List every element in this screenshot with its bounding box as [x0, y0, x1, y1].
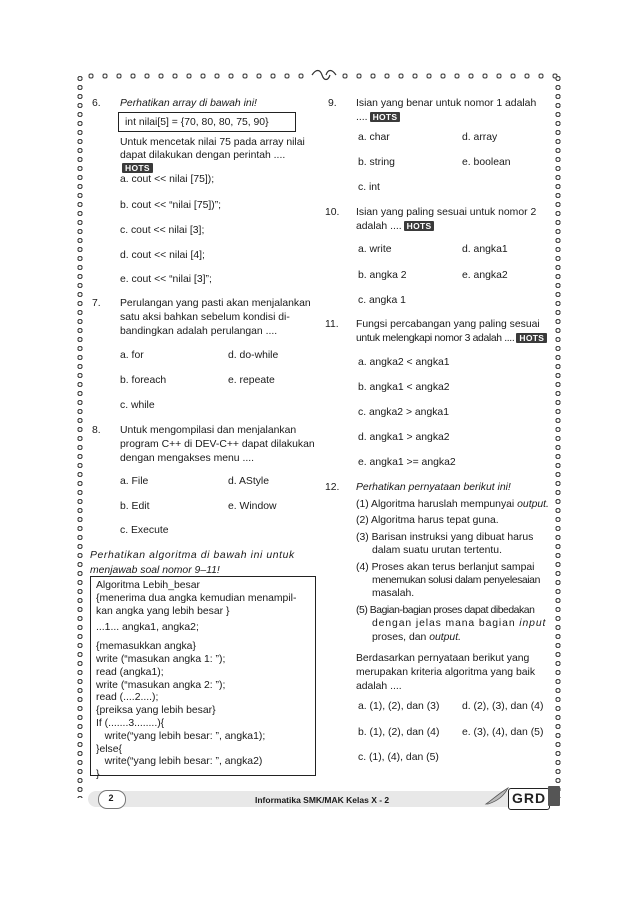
q9-option-a[interactable]: a. char — [358, 132, 390, 143]
q11-number: 11. — [325, 319, 339, 330]
algo-intro-line: menjawab soal nomor 9–11! — [90, 565, 220, 576]
algo-line: write(“yang lebih besar: ”, angka1); — [96, 730, 266, 742]
q10-line: adalah .... — [356, 221, 402, 232]
q12-statement-5-cont: dengan jelas mana bagian — [372, 618, 520, 630]
q12-statement-5-cont: proses, dan — [372, 631, 430, 643]
q8-line: Untuk mengompilasi dan menjalankan — [120, 425, 297, 436]
page-number: 2 — [108, 793, 114, 803]
algo-line: ...1... angka1, angka2; — [96, 622, 199, 634]
q6-prompt: Perhatikan array di bawah ini! — [120, 98, 257, 109]
q8-option-a[interactable]: a. File — [120, 476, 149, 487]
q6-option-e[interactable]: e. cout << “nilai [3]”; — [120, 274, 212, 285]
q8-option-e[interactable]: e. Window — [228, 501, 277, 512]
q7-text — [120, 297, 316, 339]
q9-line: .... — [356, 112, 368, 123]
q6-code: int nilai[5] = {70, 80, 80, 75, 90} — [125, 117, 269, 128]
q9-number: 9. — [328, 98, 337, 109]
algo-line: {memasukkan angka} — [96, 641, 196, 653]
q6-text-line: Untuk mencetak nilai 75 pada array nilai — [120, 137, 305, 148]
q12-statement-3-cont: dalam suatu urutan tertentu. — [372, 545, 502, 557]
q12-statement-1: (1) Algoritma haruslah mempunyai — [356, 499, 518, 510]
q11-option-e[interactable]: e. angka1 >= angka2 — [358, 457, 456, 468]
q6-number: 6. — [92, 98, 101, 109]
q12-option-b[interactable]: b. (1), (2), dan (4) — [358, 727, 440, 738]
q6-text — [120, 136, 316, 175]
q8-text — [120, 424, 316, 466]
algo-line: write (“masukan angka 1: ”); — [96, 653, 226, 665]
q12-option-e[interactable]: e. (3), (4), dan (5) — [462, 727, 544, 738]
q12-question-line: merupakan kriteria algoritma yang baik — [356, 667, 536, 678]
q7-option-e[interactable]: e. repeate — [228, 375, 275, 386]
q6-text-line: dapat dilakukan dengan perintah .... — [120, 150, 286, 161]
algo-line: write (“masukan angka 2: ”); — [96, 679, 226, 691]
q11-option-c[interactable]: c. angka2 > angka1 — [358, 407, 449, 418]
q12-statements — [356, 498, 556, 644]
algo-line: }else{ — [96, 743, 123, 755]
q12-option-d[interactable]: d. (2), (3), dan (4) — [462, 701, 544, 712]
q7-option-b[interactable]: b. foreach — [120, 375, 167, 386]
q9-text — [356, 97, 552, 125]
q12-question — [356, 652, 556, 694]
algo-line: write(“yang lebih besar: ”, angka2) — [96, 756, 263, 768]
footer-title: Informatika SMK/MAK Kelas X - 2 — [255, 795, 390, 805]
q12-statement-1-italic: output. — [517, 499, 549, 510]
q11-line: untuk melengkapi nomor 3 adalah .... — [356, 333, 515, 344]
q10-option-e[interactable]: e. angka2 — [462, 270, 508, 281]
top-border — [84, 72, 310, 80]
q8-line: dengan mengakses menu .... — [120, 453, 255, 464]
q8-option-b[interactable]: b. Edit — [120, 501, 150, 512]
q12-statement-4: (4) Proses akan terus berlanjut sampai — [356, 561, 535, 573]
q11-option-a[interactable]: a. angka2 < angka1 — [358, 357, 450, 368]
publisher-logo-text: GRD — [512, 790, 547, 806]
q8-option-d[interactable]: d. AStyle — [228, 476, 270, 487]
q10-option-c[interactable]: c. angka 1 — [358, 295, 406, 306]
q9-option-c[interactable]: c. int — [358, 182, 380, 193]
q12-question-line: Berdasarkan pernyataan berikut yang — [356, 653, 530, 664]
algorithm-code — [96, 580, 314, 782]
q6-option-a[interactable]: a. cout << nilai [75]); — [120, 174, 215, 185]
q7-number: 7. — [92, 298, 101, 309]
algo-line: Algoritma Lebih_besar — [96, 580, 200, 591]
q10-number: 10. — [325, 207, 340, 218]
top-border-right — [338, 72, 560, 80]
hots-badge: HOTS — [404, 221, 435, 231]
q12-prompt: Perhatikan pernyataan berikut ini! — [356, 482, 511, 493]
q8-line: program C++ di DEV-C++ dapat dilakukan — [120, 439, 315, 450]
q8-number: 8. — [92, 425, 101, 436]
q11-line: Fungsi percabangan yang paling sesuai — [356, 319, 540, 330]
ornament-icon — [310, 68, 338, 82]
q8-option-c[interactable]: c. Execute — [120, 525, 169, 536]
algo-line: } — [96, 769, 100, 781]
q10-text — [356, 206, 552, 234]
algo-line: {preiksa yang lebih besar} — [96, 705, 216, 717]
q12-statement-3: (3) Barisan instruksi yang dibuat harus — [356, 531, 534, 543]
q9-line: Isian yang benar untuk nomor 1 adalah — [356, 98, 537, 109]
q12-statement-4-cont: masalah. — [372, 588, 415, 600]
q9-option-d[interactable]: d. array — [462, 132, 498, 143]
left-border — [76, 74, 84, 798]
q9-option-e[interactable]: e. boolean — [462, 157, 511, 168]
q11-text — [356, 318, 556, 346]
book-icon — [548, 786, 560, 806]
q9-option-b[interactable]: b. string — [358, 157, 395, 168]
q12-statement-2: (2) Algoritma harus tepat guna. — [356, 515, 499, 527]
q7-line: bandingkan adalah perulangan .... — [120, 326, 278, 337]
q11-option-b[interactable]: b. angka1 < angka2 — [358, 382, 450, 393]
q7-option-d[interactable]: d. do-while — [228, 350, 279, 361]
q12-statement-5-italic: output. — [429, 631, 461, 643]
q12-statement-5: (5) Bagian-bagian proses dapat dibedakan — [356, 604, 535, 616]
q6-option-d[interactable]: d. cout << nilai [4]; — [120, 250, 205, 261]
algo-line: read (angka1); — [96, 666, 164, 678]
q6-option-c[interactable]: c. cout << nilai [3]; — [120, 225, 205, 236]
q11-option-d[interactable]: d. angka1 > angka2 — [358, 432, 450, 443]
q12-option-c[interactable]: c. (1), (4), dan (5) — [358, 752, 439, 763]
q7-option-c[interactable]: c. while — [120, 400, 155, 411]
algo-line: If (.......3........){ — [96, 717, 165, 729]
q12-statement-4-cont: menemukan solusi dalam penyelesaian — [372, 575, 540, 587]
q7-option-a[interactable]: a. for — [120, 350, 144, 361]
q10-option-a[interactable]: a. write — [358, 244, 392, 255]
q12-option-a[interactable]: a. (1), (2), dan (3) — [358, 701, 440, 712]
q10-option-d[interactable]: d. angka1 — [462, 244, 508, 255]
publisher-logo — [508, 788, 550, 810]
q12-statement-5-italic: input — [519, 618, 547, 630]
algo-line: kan angka yang lebih besar } — [96, 605, 230, 617]
q7-line: satu aksi bahkan sebelum kondisi di- — [120, 312, 290, 323]
algo-line: {menerima dua angka kemudian menampil- — [96, 592, 297, 604]
algo-intro — [90, 548, 316, 578]
q10-option-b[interactable]: b. angka 2 — [358, 270, 407, 281]
algo-intro-line: Perhatikan algoritma di bawah ini untuk — [90, 550, 295, 561]
hots-badge: HOTS — [122, 163, 153, 173]
hots-badge: HOTS — [370, 112, 401, 122]
q6-option-b[interactable]: b. cout << “nilai [75])”; — [120, 200, 222, 211]
algo-line: read (....2....); — [96, 692, 159, 704]
hots-badge: HOTS — [516, 333, 547, 343]
q7-line: Perulangan yang pasti akan menjalankan — [120, 298, 311, 309]
q10-line: Isian yang paling sesuai untuk nomor 2 — [356, 207, 537, 218]
feather-icon — [484, 786, 510, 806]
q12-question-line: adalah .... — [356, 681, 402, 692]
q12-number: 12. — [325, 482, 340, 493]
